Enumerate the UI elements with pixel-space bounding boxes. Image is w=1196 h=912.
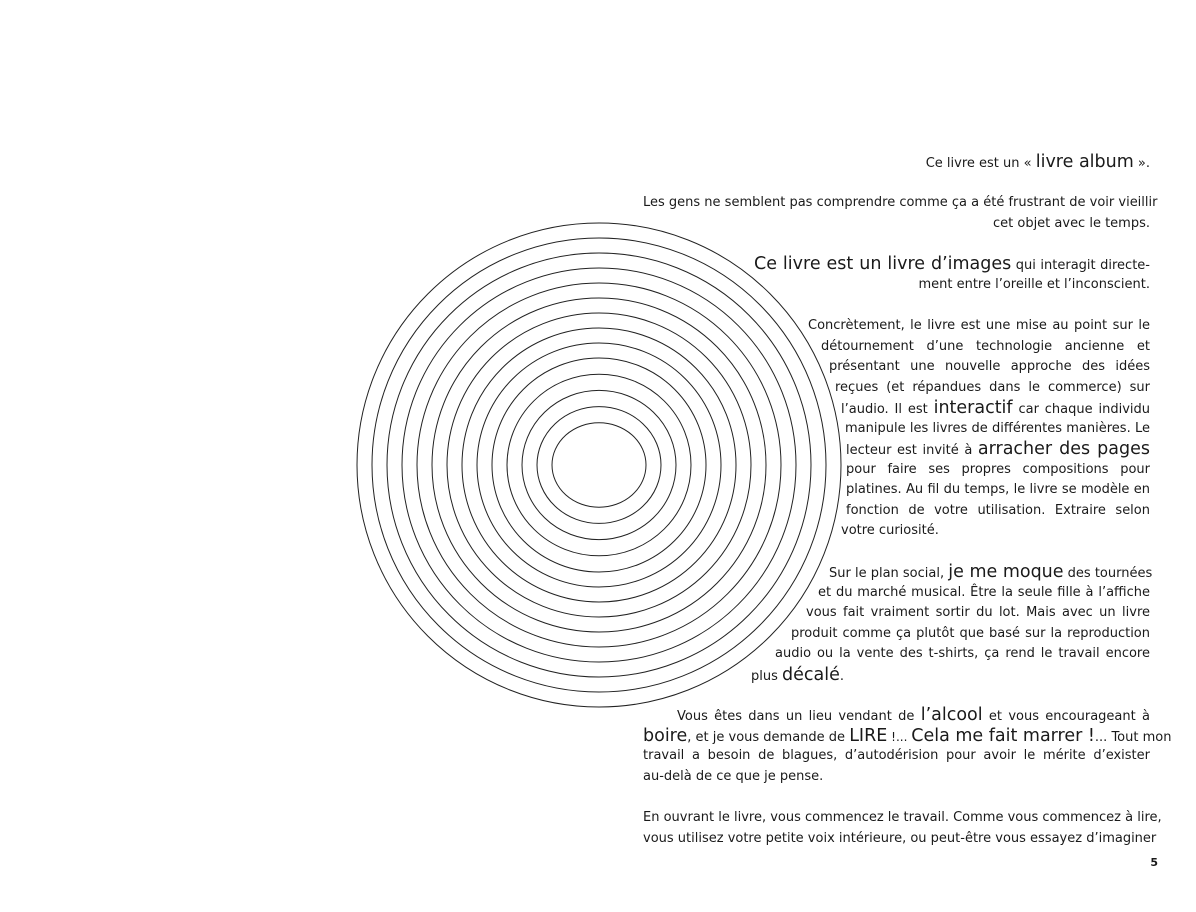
text-line	[818, 583, 1150, 603]
text-span: Vous êtes dans un lieu vendant de	[677, 709, 921, 724]
text-line	[643, 725, 1172, 748]
ring	[552, 423, 646, 507]
ring	[387, 253, 811, 677]
text-line	[841, 398, 1150, 420]
text-span: audio ou la vente des t-shirts, ça rend le travail encore	[775, 646, 1150, 661]
text-span: plus	[751, 668, 783, 684]
text-span: présentant une nouvelle approche des idées	[829, 359, 1150, 374]
text-span: qui interagit directe-	[1011, 258, 1150, 273]
emphasized-text: arracher des pages	[977, 439, 1150, 459]
text-line	[643, 767, 1150, 787]
emphasized-text: décalé	[782, 664, 840, 685]
ring	[402, 268, 796, 662]
text-line	[684, 214, 1150, 234]
emphasized-text: livre album	[1035, 152, 1134, 172]
emphasized-text: boire	[643, 725, 688, 746]
text-span: et vous encourageant à	[982, 709, 1150, 724]
text-line	[808, 316, 1150, 336]
text-span: ment entre l’oreille et l’inconscient.	[918, 276, 1150, 292]
ring	[372, 238, 826, 692]
text-span: Concrètement, le livre est une mise au point sur le	[808, 318, 1150, 333]
emphasized-text: je me moque	[948, 562, 1064, 582]
text-span: vous utilisez votre petite voix intérieure, ou peut-être vous essayez d’imaginer	[643, 830, 1157, 846]
ring	[522, 390, 676, 539]
text-line	[846, 480, 1150, 500]
text-span: Sur le plan social,	[829, 566, 949, 581]
text-line	[841, 521, 1150, 541]
ring	[432, 298, 766, 632]
text-span: et du marché musical. Être la seule fille à l’affiche	[818, 584, 1150, 600]
text-span: l’audio. Il est	[841, 402, 934, 417]
text-line	[643, 746, 1150, 766]
text-line	[775, 644, 1150, 664]
text-span: lecteur est invité à	[846, 443, 978, 458]
text-span: produit comme ça plutôt que basé sur la reproduction	[791, 625, 1150, 641]
emphasized-text: l’alcool	[920, 705, 983, 725]
text-line	[776, 275, 1150, 295]
text-span: !...	[887, 729, 912, 744]
text-line	[806, 603, 1150, 623]
text-span: travail a besoin de blagues, d’autodérision pour avoir le mérite d’exister	[643, 748, 1150, 763]
text-line	[751, 665, 1150, 687]
text-span: au-delà de ce que je pense.	[643, 768, 824, 784]
text-line	[791, 624, 1150, 644]
text-line	[643, 193, 1158, 213]
text-line	[845, 419, 1150, 439]
text-line	[821, 337, 1150, 357]
text-line	[829, 562, 1153, 584]
ring	[507, 374, 691, 556]
text-line	[643, 152, 1150, 174]
text-span: car chaque individu	[1012, 402, 1150, 417]
text-span: vous fait vraiment sortir du lot. Mais avec un livre	[806, 605, 1150, 620]
text-span: , et je vous demande de	[687, 729, 850, 745]
emphasized-text: interactif	[933, 398, 1013, 418]
text-span: votre curiosité.	[841, 523, 939, 538]
text-span: détournement d’une technologie ancienne et	[821, 338, 1150, 354]
ring	[357, 223, 841, 707]
emphasized-text: Ce livre est un livre d’images	[754, 254, 1012, 274]
text-line	[829, 357, 1150, 377]
text-span: des tournées	[1063, 566, 1153, 581]
text-span: fonction de votre utilisation. Extraire selon	[846, 502, 1150, 518]
page-number: 5	[1150, 856, 1158, 869]
text-span: ... Tout mon	[1094, 729, 1172, 745]
text-span: En ouvrant le livre, vous commencez le travail. Comme vous commencez à lire,	[643, 810, 1162, 825]
text-line	[643, 829, 1157, 849]
ring	[477, 343, 721, 587]
text-line	[754, 254, 1150, 276]
text-span: ».	[1133, 156, 1150, 171]
emphasized-text: LIRE	[849, 725, 888, 746]
text-line	[846, 460, 1150, 480]
emphasized-text: Cela me fait marrer !	[911, 725, 1095, 746]
text-line	[846, 501, 1150, 521]
text-span: platines. Au fil du temps, le livre se modèle en	[846, 482, 1150, 497]
text-line	[835, 378, 1150, 398]
ring	[417, 283, 781, 647]
text-span: reçues (et répandues dans le commerce) sur	[835, 379, 1150, 395]
ring	[462, 328, 736, 602]
text-line	[643, 808, 1162, 828]
text-span: Les gens ne semblent pas comprendre comme ça a été frustrant de voir vieillir	[643, 195, 1158, 210]
text-span: pour faire ses propres compositions pour	[846, 461, 1150, 477]
text-span: Ce livre est un «	[925, 156, 1036, 171]
text-line	[677, 705, 1150, 727]
ring	[537, 407, 661, 524]
text-line	[846, 439, 1150, 461]
text-span: .	[839, 668, 845, 684]
ring	[447, 313, 751, 617]
text-span: manipule les livres de différentes manières. Le	[845, 420, 1150, 436]
text-span: cet objet avec le temps.	[992, 215, 1150, 231]
